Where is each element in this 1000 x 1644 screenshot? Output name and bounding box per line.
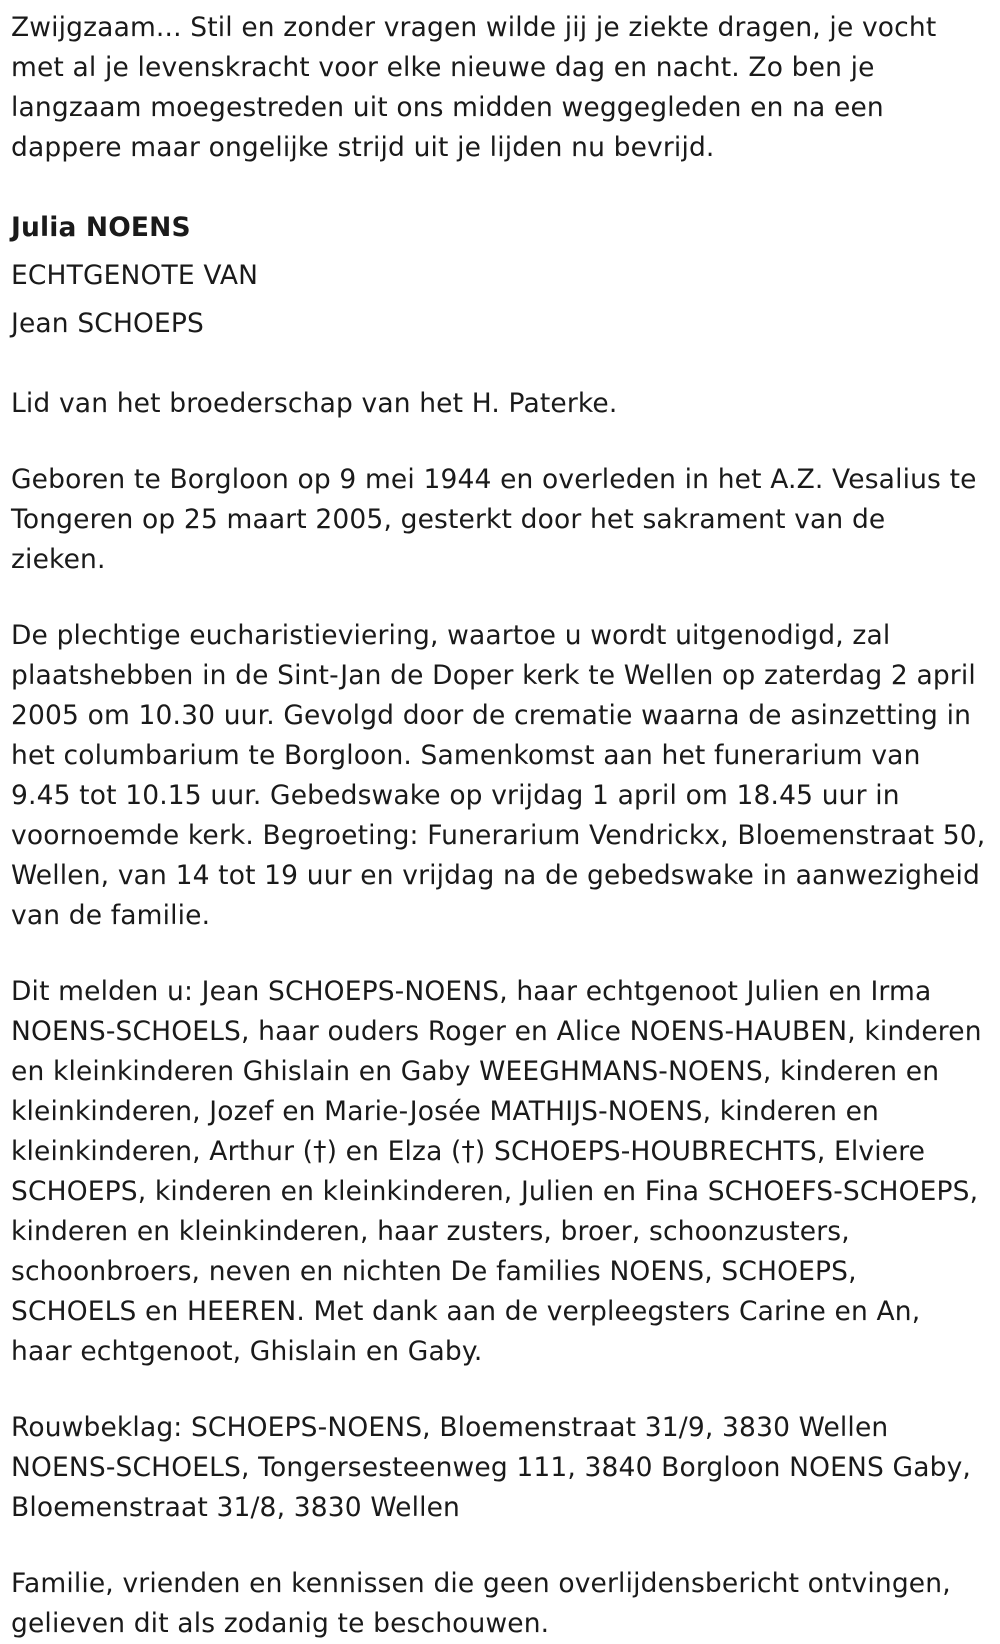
relation-label: ECHTGENOTE VAN	[11, 260, 259, 291]
spouse-name: Jean SCHOEPS	[11, 308, 205, 339]
announcement-paragraph: Dit melden u: Jean SCHOEPS-NOENS, haar echtgenoot Julien en Irma NOENS-SCHOELS, haar ouders Roger en Alice NOENS-HAUBEN, kinderen en kleinkinderen Ghislain en Gaby WEEGHMANS-NOENS, kinderen en kleinkinderen, Jozef en Marie-Josée MATHIJS-NOENS, kinderen en kleinkinderen, Arthur (†) en Elza (†) SCHOEPS-HOUBRECHTS, Elviere SCHOEPS, kinderen en kleinkinderen, Julien en Fina SCHOEFS-SCHOEPS, kinderen en kleinkinderen, haar zusters, broer, schoonzusters, schoonbroers, neven en nichten De families NOENS, SCHOEPS, SCHOELS en HEEREN. Met dank aan de verpleegsters Carine en An, haar echtgenoot, Ghislain en Gaby.	[11, 976, 982, 1367]
intro-paragraph: Zwijgzaam... Stil en zonder vragen wilde jij je ziekte dragen, je vocht met al je levenskracht voor elke nieuwe dag en nacht. Zo ben je langzaam moegestreden uit ons midden weggegleden en na een dappere maar ongelijke strijd uit je lijden nu bevrijd.	[11, 12, 937, 163]
mourning-addresses-paragraph: Rouwbeklag: SCHOEPS-NOENS, Bloemenstraat 31/9, 3830 Wellen NOENS-SCHOELS, Tongersesteenweg 111, 3840 Borgloon NOENS Gaby, Bloemenstraat 31/8, 3830 Wellen	[11, 1412, 972, 1523]
closing-paragraph: Familie, vrienden en kennissen die geen overlijdensbericht ontvingen, gelieven dit als zodanig te beschouwen.	[11, 1568, 951, 1639]
birth-death-paragraph: Geboren te Borgloon op 9 mei 1944 en overleden in het A.Z. Vesalius te Tongeren op 25 maart 2005, gesterkt door het sakrament van de zieken.	[11, 464, 977, 575]
deceased-name: Julia NOENS	[11, 212, 191, 243]
membership-paragraph: Lid van het broederschap van het H. Paterke.	[11, 388, 618, 419]
ceremony-paragraph: De plechtige eucharistieviering, waartoe u wordt uitgenodigd, zal plaatshebben in de Sint-Jan de Doper kerk te Wellen op zaterdag 2 april 2005 om 10.30 uur. Gevolgd door de crematie waarna de asinzetting in het columbarium te Borgloon. Samenkomst aan het funerarium van 9.45 tot 10.15 uur. Gebedswake op vrijdag 1 april om 18.45 uur in voornoemde kerk. Begroeting: Funerarium Vendrickx, Bloemenstraat 50, Wellen, van 14 tot 19 uur en vrijdag na de gebedswake in aanwezigheid van de familie.	[11, 620, 986, 931]
